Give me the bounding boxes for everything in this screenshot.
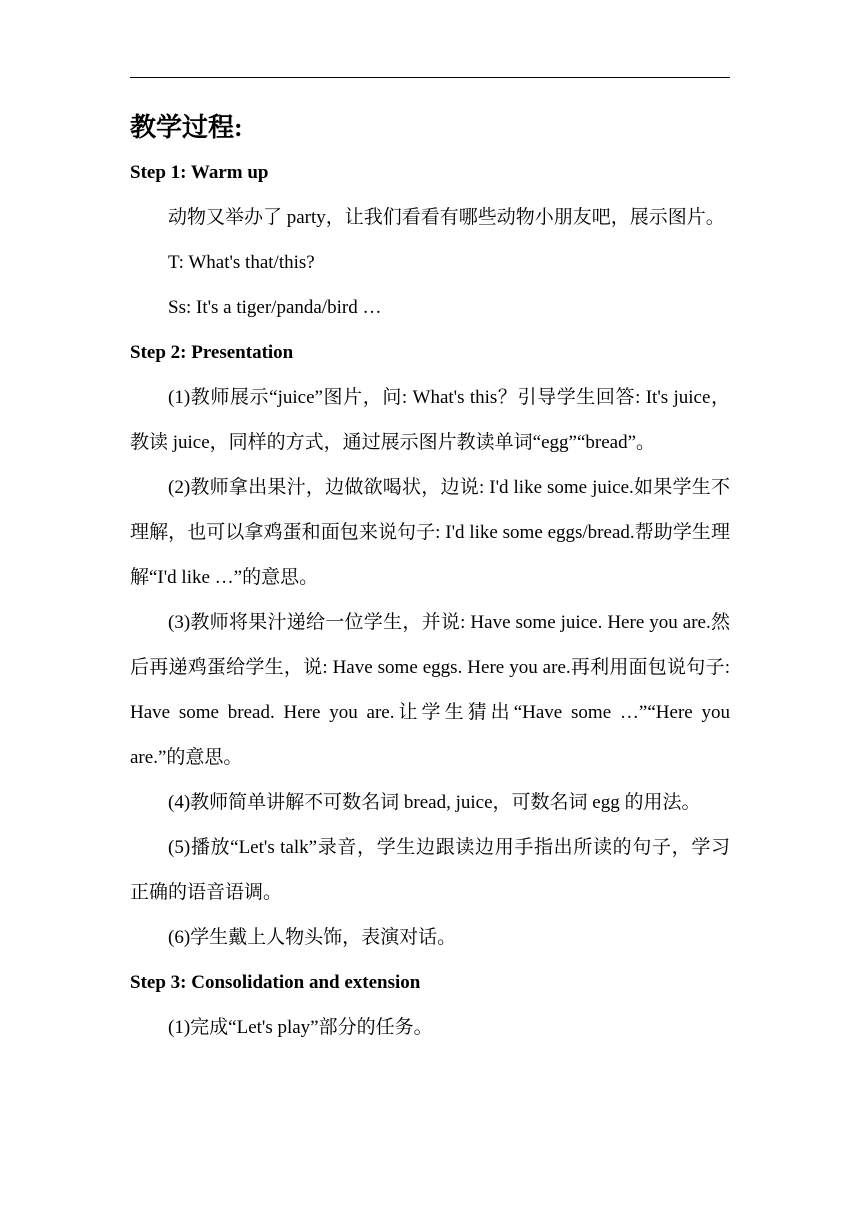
header-rule	[130, 77, 730, 78]
step-1-paragraph-2: T: What's that/this?	[168, 252, 315, 273]
step-1-paragraph-1: 动物又举办了 party，让我们看看有哪些动物小朋友吧，展示图片。	[168, 207, 725, 228]
section-title: 教学过程:	[130, 113, 243, 142]
step-3-paragraph-1: (1)完成“Let's play”部分的任务。	[168, 1017, 433, 1038]
step-2-paragraph-2: (2)教师拿出果汁，边做欲喝状，边说: I'd like some juice.如果学生不理解，也可以拿鸡蛋和面包来说句子: I'd like some eggs/bread.帮助学生理解“I'd like …”的意思。	[130, 477, 730, 588]
step-2-paragraph-4: (4)教师简单讲解不可数名词 bread, juice，可数名词 egg 的用法。	[168, 792, 701, 813]
step-3-heading: Step 3: Consolidation and extension	[130, 972, 421, 993]
step-1-heading: Step 1: Warm up	[130, 162, 269, 183]
step-2-paragraph-6: (6)学生戴上人物头饰，表演对话。	[168, 927, 457, 948]
step-2-paragraph-5: (5)播放“Let's talk”录音，学生边跟读边用手指出所读的句子，学习正确的语音语调。	[130, 837, 730, 903]
step-2-paragraph-1: (1)教师展示“juice”图片，问: What's this？引导学生回答: It's juice，教读 juice，同样的方式，通过展示图片教读单词“egg”“bread”。	[130, 387, 730, 453]
document-body	[130, 106, 730, 1050]
step-2-heading: Step 2: Presentation	[130, 342, 294, 363]
step-1-paragraph-3: Ss: It's a tiger/panda/bird …	[168, 297, 382, 318]
step-2-paragraph-3: (3)教师将果汁递给一位学生，并说: Have some juice. Here you are.然后再递鸡蛋给学生，说: Have some eggs. Here you are.再利用面包说句子: Have some bread. Here you are.让学生猜出“Have some …”“Here you are.”的意思。	[130, 612, 730, 768]
